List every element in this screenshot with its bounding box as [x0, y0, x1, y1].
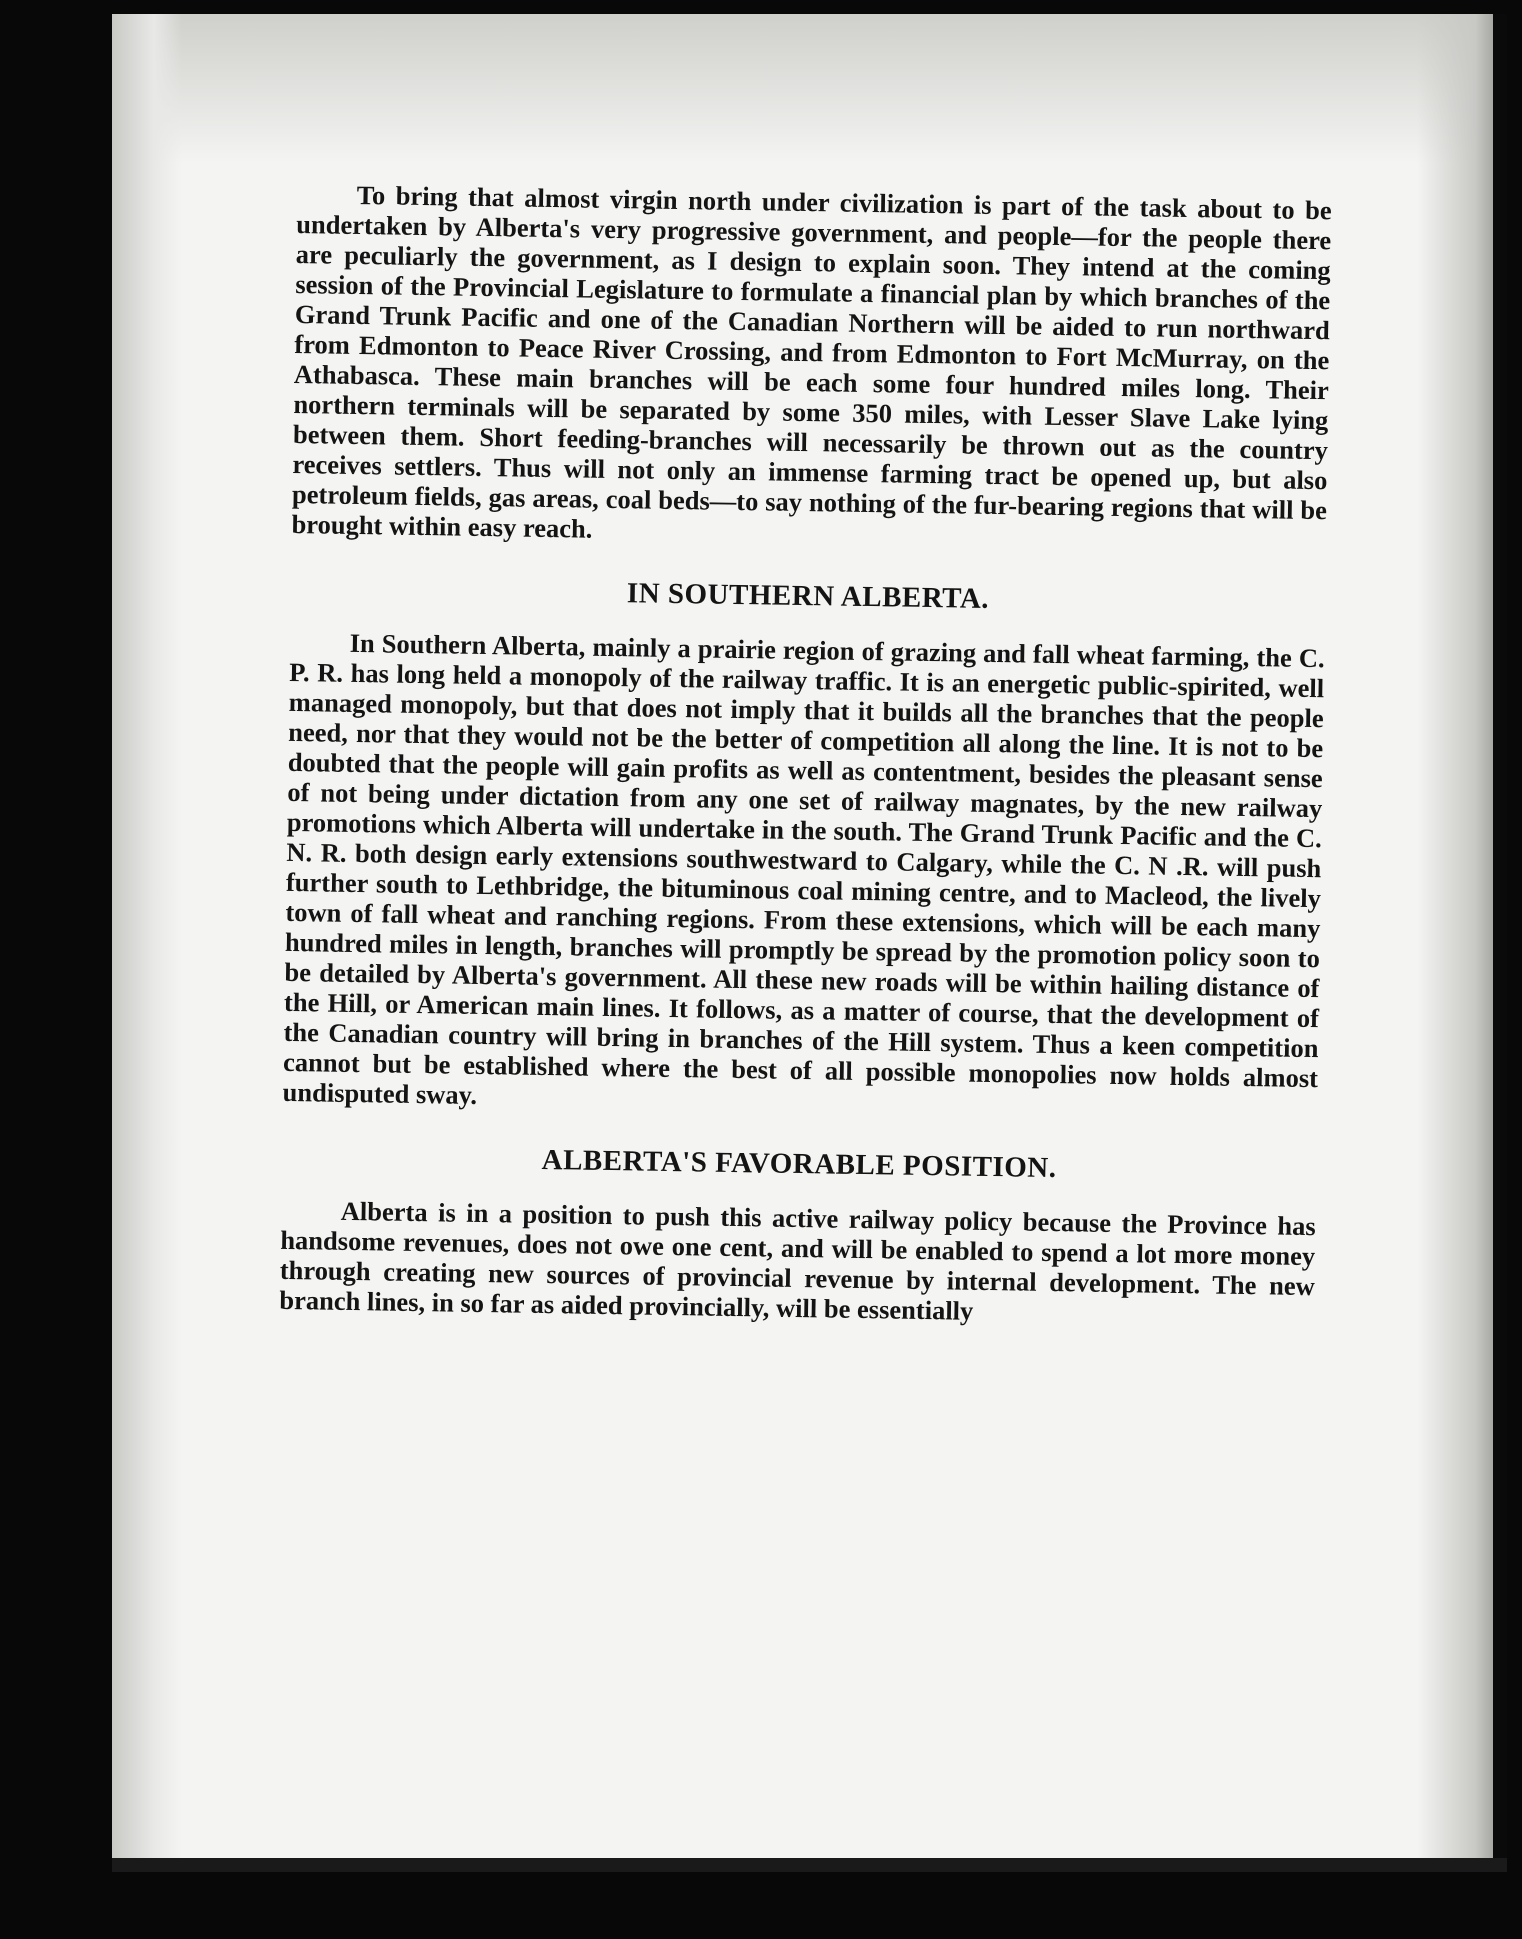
article-body — [279, 179, 1332, 1331]
scan-border-bottom — [112, 1858, 1507, 1872]
scanned-page — [112, 14, 1507, 1872]
scan-shadow-top — [112, 14, 1507, 164]
scan-shadow-left — [112, 14, 182, 1872]
paragraph-north: To bring that almost virgin north under civilization is part of the task about to be undertaken by Alberta's very progressive government, and people—for the people there are peculiarly the government, as I design to explain soon. They intend at the coming session of the Provincial Legislature to formulate a financial plan by which branches of the Grand Trunk Pacific and one of the Canadian Northern will be aided to run northward from Edmonton to Peace River Crossing, and from Edmonton to Fort McMurray, on the Athabasca. These main branches will be each some four hundred miles long. Their northern terminals will be separated by some 350 miles, with Lesser Slave Lake lying between them. Short feeding-branches will necessarily be thrown out as the country receives settlers. Thus will not only an immense farming tract be opened up, but also petroleum fields, gas areas, coal beds—to say nothing of the fur-bearing regions that will be brought within easy reach. — [291, 179, 1332, 544]
paragraph-southern-alberta: In Southern Alberta, mainly a prairie region of grazing and fall wheat farming, the C. P. R. has long held a monopoly of the railway traffic. It is an energetic public-spirited, well managed monopoly, but that does not imply that it builds all the branches that the people need, nor that they would not be the better of competition all along the line. It is not to be doubted that the people will gain profits as well as contentment, besides the pleasant sense of not being under dictation from any one set of railway magnates, by the new railway promotions which Alberta will undertake in the south. The Grand Trunk Pacific and the C. N. R. both design early extensions southwestward to Calgary, while the C. N .R. will push further south to Lethbridge, the bituminous coal mining centre, and to Macleod, the lively town of fall wheat and ranching regions. From these extensions, which will be each many hundred miles in length, branches will promptly be spread by the promotion policy soon to be detailed by Alberta's government. All these new roads will be within hailing distance of the Hill, or American main lines. It follows, as a matter of course, that the development of the Canadian country will bring in branches of the Hill system. Thus a keen competition cannot but be established where the best of all possible monopolies now holds almost undisputed sway. — [282, 627, 1325, 1110]
paragraph-favorable-position: Alberta is in a position to push this active railway policy because the Province has handsome revenues, does not owe one cent, and will be enabled to spend a lot more money through creating new sources of provincial revenue by internal development. The new branch lines, in so far as aided provincially, will be essentially — [279, 1195, 1316, 1326]
scan-border-right — [1493, 14, 1507, 1872]
heading-favorable-position: ALBERTA'S FAVORABLE POSITION. — [541, 1143, 1057, 1185]
heading-southern-alberta: IN SOUTHERN ALBERTA. — [626, 577, 990, 615]
